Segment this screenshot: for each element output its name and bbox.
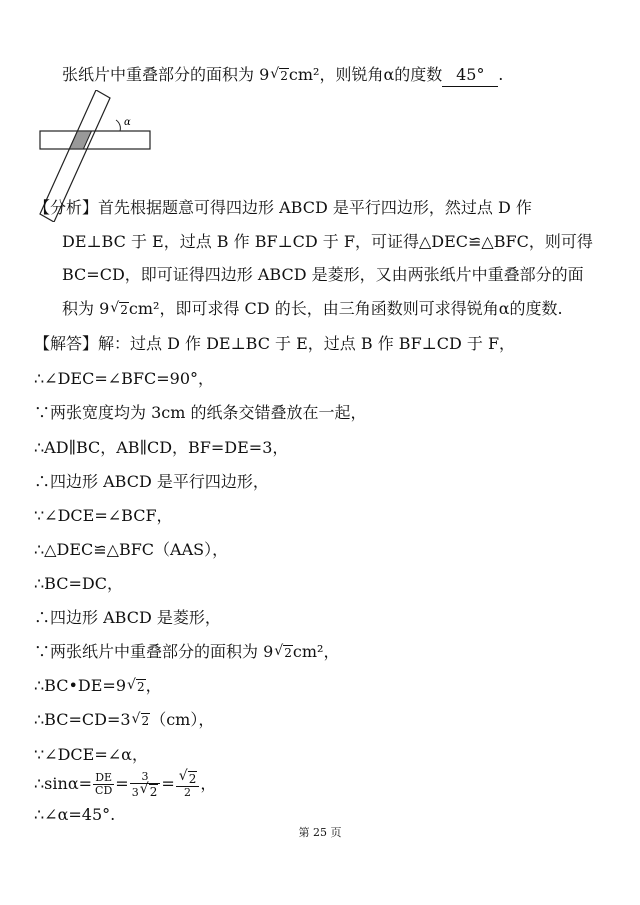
solution-line-14: ∴sinα= $\frac{DE}{CD}$ = $\frac{3}{3√ 2}$ = √ $\frac{2}{2}$ ，	[34, 769, 216, 799]
solution-line-9: ∴四边形 ABCD 是菱形，	[34, 608, 221, 627]
analysis-line-1: 【分析】首先根据题意可得四边形 ABCD 是平行四边形，然过点 D 作	[34, 198, 532, 217]
strip-horizontal	[40, 131, 150, 149]
intro-text-2: cm²，则锐角α的度数	[288, 65, 443, 84]
analysis-line-2: DE⊥BC 于 E，过点 B 作 BF⊥CD 于 F，可证得△DEC≌△BFC，则可得	[62, 232, 593, 251]
solution-line-5: ∴四边形 ABCD 是平行四边形，	[34, 472, 269, 491]
angle-label: α	[124, 117, 131, 128]
solution-line-3: ∵两张宽度均为 3cm 的纸条交错叠放在一起，	[34, 403, 367, 422]
sqrt-symbol: √ 2	[110, 298, 129, 320]
fraction-3-3sqrt2: $\frac{3}{3√ 2}$	[130, 771, 161, 799]
solution-line-8: ∴BC=DC，	[34, 574, 123, 593]
sqrt-symbol: √ 2	[127, 675, 146, 697]
intro-text: 张纸片中重叠部分的面积为 9	[62, 65, 270, 84]
sqrt-symbol: √ 2	[140, 784, 159, 799]
solution-line-6: ∵∠DCE=∠BCF，	[34, 506, 173, 525]
page-number: 第 25 页	[298, 826, 342, 839]
analysis-line-3: BC=CD，即可证得四边形 ABCD 是菱形，又由两张纸片中重叠部分的面	[62, 265, 584, 284]
sqrt-symbol: √ 2	[270, 64, 289, 86]
solution-line-7: ∴△DEC≌△BFC（AAS），	[34, 540, 229, 559]
answer-blank: 45°	[442, 64, 498, 87]
sqrt-symbol: √ 2	[274, 641, 293, 663]
solution-line-15: ∴∠α=45°.	[34, 805, 116, 824]
solution-line-2: ∴∠DEC=∠BFC=90°，	[34, 369, 215, 388]
fraction-de-cd: $\frac{DE}{CD}$	[95, 771, 113, 797]
analysis-line-4: 积为 9√ 2cm²，即可求得 CD 的长，由三角函数则可求得锐角α的度数.	[62, 298, 563, 320]
angle-arc	[116, 120, 120, 131]
solution-line-11: ∴BC•DE=9√ 2，	[34, 675, 162, 697]
solution-line-10: ∵两张纸片中重叠部分的面积为 9√ 2cm²，	[34, 641, 339, 663]
solution-line-4: ∴AD∥BC，AB∥CD，BF=DE=3，	[34, 438, 289, 457]
fraction-sqrt2-2: √ $\frac{2}{2}$	[176, 771, 200, 799]
sqrt-symbol: √ 2	[132, 709, 151, 731]
intro-line: 张纸片中重叠部分的面积为 9√ 2cm²，则锐角α的度数 45° .	[62, 64, 503, 87]
solution-line-12: ∴BC=CD=3√ 2（cm），	[34, 709, 214, 731]
sqrt-symbol: √ 2	[179, 771, 198, 786]
solution-line-1: 【解答】解：过点 D 作 DE⊥BC 于 E，过点 B 作 BF⊥CD 于 F，	[34, 334, 516, 353]
solution-line-13: ∵∠DCE=∠α，	[34, 745, 148, 764]
